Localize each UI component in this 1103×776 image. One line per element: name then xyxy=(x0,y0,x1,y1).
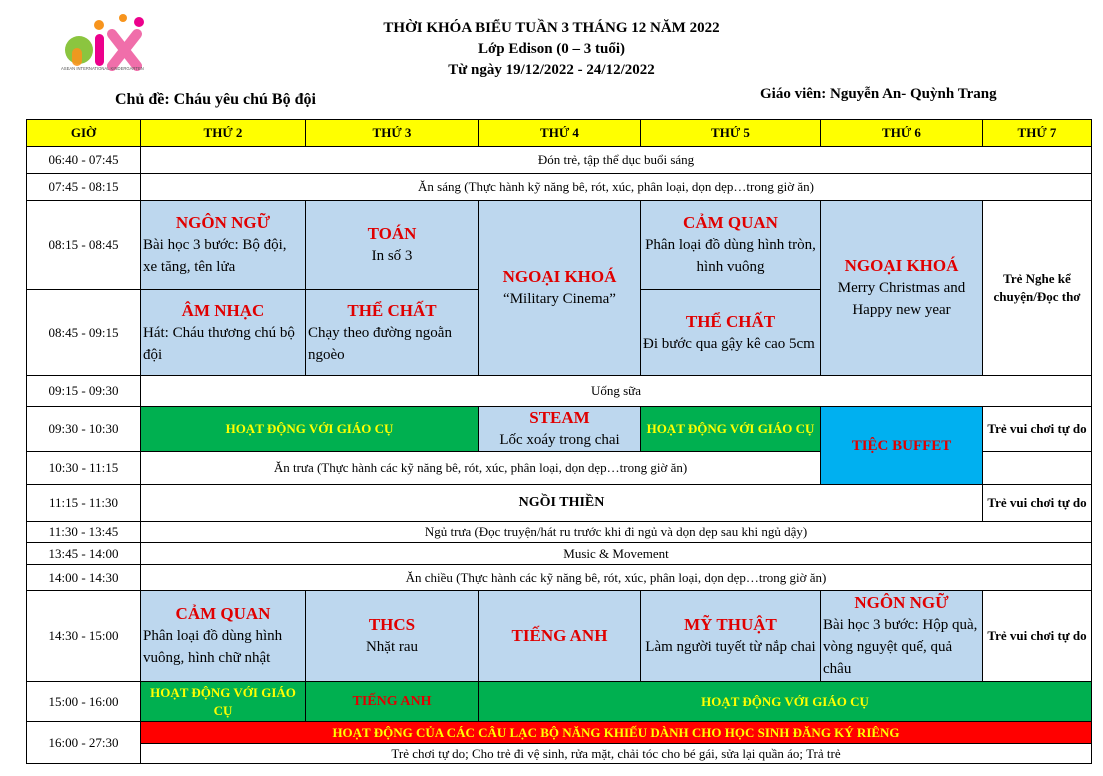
lesson-title: TOÁN xyxy=(367,224,417,243)
col-header-thu: THỨ 5 xyxy=(641,120,821,147)
time-cell: 08:15 - 08:45 xyxy=(27,201,141,290)
lesson-text: Bài học 3 bước: Bộ đội, xe tăng, tên lửa xyxy=(143,237,287,275)
lesson-cell-thu xyxy=(641,591,821,682)
table-row xyxy=(27,376,1092,407)
lesson-title: THCS xyxy=(368,615,416,634)
activity-cell: Ăn sáng (Thực hành kỹ năng bê, rót, xúc, phân loại, dọn dẹp…trong giờ ăn) xyxy=(141,174,1092,201)
activity-cell-green xyxy=(141,407,479,452)
empty-cell xyxy=(983,452,1092,485)
table-row xyxy=(27,201,1092,290)
activity-cell: NGỒI THIỀN xyxy=(141,485,983,522)
lesson-text: Chạy theo đường ngoằn ngoèo xyxy=(308,324,452,363)
lesson-text: Làm người tuyết từ nắp chai xyxy=(645,639,816,655)
lesson-cell-wed xyxy=(479,591,641,682)
header-row xyxy=(27,120,1092,147)
time-cell: 16:00 - 27:30 xyxy=(27,722,141,764)
table-row xyxy=(27,407,1092,452)
table-row xyxy=(27,147,1092,174)
lesson-text: Phân loại đồ dùng hình vuông, hình chữ nhật xyxy=(143,628,283,666)
logo-tagline: ASEAN INTERNATIONAL KINDERGARTEN xyxy=(61,66,144,71)
table-row xyxy=(27,174,1092,201)
lesson-cell-thu xyxy=(641,290,821,376)
free-play-cell: Trẻ vui chơi tự do xyxy=(983,591,1092,682)
activity-cell: Ăn trưa (Thực hành các kỹ năng bê, rót, xúc, phân loại, dọn dẹp…trong giờ ăn) xyxy=(141,452,821,485)
lesson-cell-tue xyxy=(306,591,479,682)
lesson-title: CẢM QUAN xyxy=(683,213,778,232)
lesson-cell-fri xyxy=(821,201,983,376)
lesson-title: NGÔN NGỮ xyxy=(175,213,271,232)
lesson-title: THỂ CHẤT xyxy=(685,311,776,331)
time-cell: 15:00 - 16:00 xyxy=(27,682,141,722)
lesson-cell-sat: Trẻ Nghe kể chuyện/Đọc thơ xyxy=(983,201,1092,376)
lesson-title: THỂ CHẤT xyxy=(347,300,437,320)
table-row xyxy=(27,485,1092,522)
activity-cell: Ngủ trưa (Đọc truyện/hát ru trước khi đi ngủ và dọn dẹp sau khi ngủ dậy) xyxy=(141,522,1092,543)
lesson-text: In số 3 xyxy=(371,248,413,264)
club-cell xyxy=(141,722,1092,744)
lesson-cell-tue xyxy=(306,201,479,290)
activity-cell-green xyxy=(141,682,306,722)
col-header-mon: THỨ 2 xyxy=(141,120,306,147)
title-block xyxy=(0,18,1103,81)
table-row xyxy=(27,591,1092,682)
lesson-title: NGÔN NGỮ xyxy=(854,593,949,612)
time-cell: 06:40 - 07:45 xyxy=(27,147,141,174)
table-row xyxy=(27,522,1092,543)
time-cell: 11:30 - 13:45 xyxy=(27,522,141,543)
activity-cell-green xyxy=(641,407,821,452)
lesson-text: Hát: Cháu thương chú bộ đội xyxy=(143,324,295,363)
lesson-text: Đi bước qua gậy kê cao 5cm xyxy=(643,335,815,352)
buffet-label: TIỆC BUFFET xyxy=(851,437,952,454)
activity-label: HOẠT ĐỘNG VỚI GIÁO CỤ xyxy=(150,684,296,718)
lesson-title: TIẾNG ANH xyxy=(511,626,608,645)
activity-cell: Đón trẻ, tập thể dục buổi sáng xyxy=(141,147,1092,174)
col-header-sat: THỨ 7 xyxy=(983,120,1092,147)
lesson-cell-mon xyxy=(141,591,306,682)
table-row xyxy=(27,682,1092,722)
lesson-text: Nhặt rau xyxy=(365,639,419,655)
free-play-cell: Trẻ vui chơi tự do xyxy=(983,485,1092,522)
lesson-title: NGOẠI KHOÁ xyxy=(844,256,959,275)
col-header-time: GIỜ xyxy=(27,120,141,147)
page-title: THỜI KHÓA BIỂU TUẦN 3 THÁNG 12 NĂM 2022 xyxy=(383,20,720,36)
lesson-text: “Military Cinema” xyxy=(503,291,616,307)
lesson-cell-mon xyxy=(141,290,306,376)
col-header-tue: THỨ 3 xyxy=(306,120,479,147)
time-cell: 14:00 - 14:30 xyxy=(27,565,141,591)
table-row xyxy=(27,565,1092,591)
lesson-title: STEAM xyxy=(529,408,590,427)
lesson-cell-wed xyxy=(479,407,641,452)
lesson-cell-tue xyxy=(306,290,479,376)
activity-cell-green xyxy=(479,682,1092,722)
activity-label: HOẠT ĐỘNG VỚI GIÁO CỤ xyxy=(701,693,869,709)
free-play-cell: Trẻ vui chơi tự do xyxy=(983,407,1092,452)
lesson-cell-fri xyxy=(821,591,983,682)
lesson-text: Merry Christmas and Happy new year xyxy=(837,280,966,318)
time-cell: 09:15 - 09:30 xyxy=(27,376,141,407)
activity-label: HOẠT ĐỘNG VỚI GIÁO CỤ xyxy=(646,421,815,436)
table-row xyxy=(27,543,1092,565)
time-cell: 11:15 - 11:30 xyxy=(27,485,141,522)
activity-cell: Trẻ chơi tự do; Cho trẻ đi vệ sinh, rửa mặt, chải tóc cho bé gái, sửa lại quần áo; Trả trẻ xyxy=(141,744,1092,764)
buffet-cell xyxy=(821,407,983,485)
time-cell: 14:30 - 15:00 xyxy=(27,591,141,682)
lesson-cell-wed xyxy=(479,201,641,376)
lesson-cell-mon xyxy=(141,201,306,290)
activity-cell: Music & Movement xyxy=(141,543,1092,565)
lesson-title: ÂM NHẠC xyxy=(181,300,265,320)
lesson-cell-thu xyxy=(641,201,821,290)
lesson-text: Bài học 3 bước: Hộp quà, vòng nguyệt quế, quả châu xyxy=(823,617,978,677)
time-cell: 07:45 - 08:15 xyxy=(27,174,141,201)
activity-cell: Uống sữa xyxy=(141,376,1092,407)
table-row xyxy=(27,744,1092,764)
activity-label: TIẾNG ANH xyxy=(352,693,432,709)
time-cell: 08:45 - 09:15 xyxy=(27,290,141,376)
topic: Chủ đề: Cháu yêu chú Bộ đội xyxy=(115,91,316,108)
activity-cell-green xyxy=(306,682,479,722)
time-cell: 10:30 - 11:15 xyxy=(27,452,141,485)
club-label: HOẠT ĐỘNG CỦA CÁC CÂU LẠC BỘ NĂNG KHIẾU DÀNH CHO HỌC SINH ĐĂNG KÝ RIÊNG xyxy=(332,724,900,740)
lesson-title: NGOẠI KHOÁ xyxy=(502,267,617,286)
col-header-wed: THỨ 4 xyxy=(479,120,641,147)
lesson-text: Lốc xoáy trong chai xyxy=(499,432,620,448)
timetable xyxy=(26,119,1092,764)
lesson-title: CẢM QUAN xyxy=(175,604,271,623)
col-header-fri: THỨ 6 xyxy=(821,120,983,147)
class-name: Lớp Edison (0 – 3 tuổi) xyxy=(477,41,626,57)
time-cell: 09:30 - 10:30 xyxy=(27,407,141,452)
date-range: Từ ngày 19/12/2022 - 24/12/2022 xyxy=(448,62,655,78)
table-row xyxy=(27,722,1092,744)
time-cell: 13:45 - 14:00 xyxy=(27,543,141,565)
lesson-text: Phân loại đồ dùng hình tròn, hình vuông xyxy=(645,237,816,275)
lesson-title: MỸ THUẬT xyxy=(684,615,777,634)
activity-label: HOẠT ĐỘNG VỚI GIÁO CỤ xyxy=(225,421,394,436)
teacher: Giáo viên: Nguyễn An- Quỳnh Trang xyxy=(760,86,997,102)
activity-cell: Ăn chiều (Thực hành các kỹ năng bê, rót, xúc, phân loại, dọn dẹp…trong giờ ăn) xyxy=(141,565,1092,591)
